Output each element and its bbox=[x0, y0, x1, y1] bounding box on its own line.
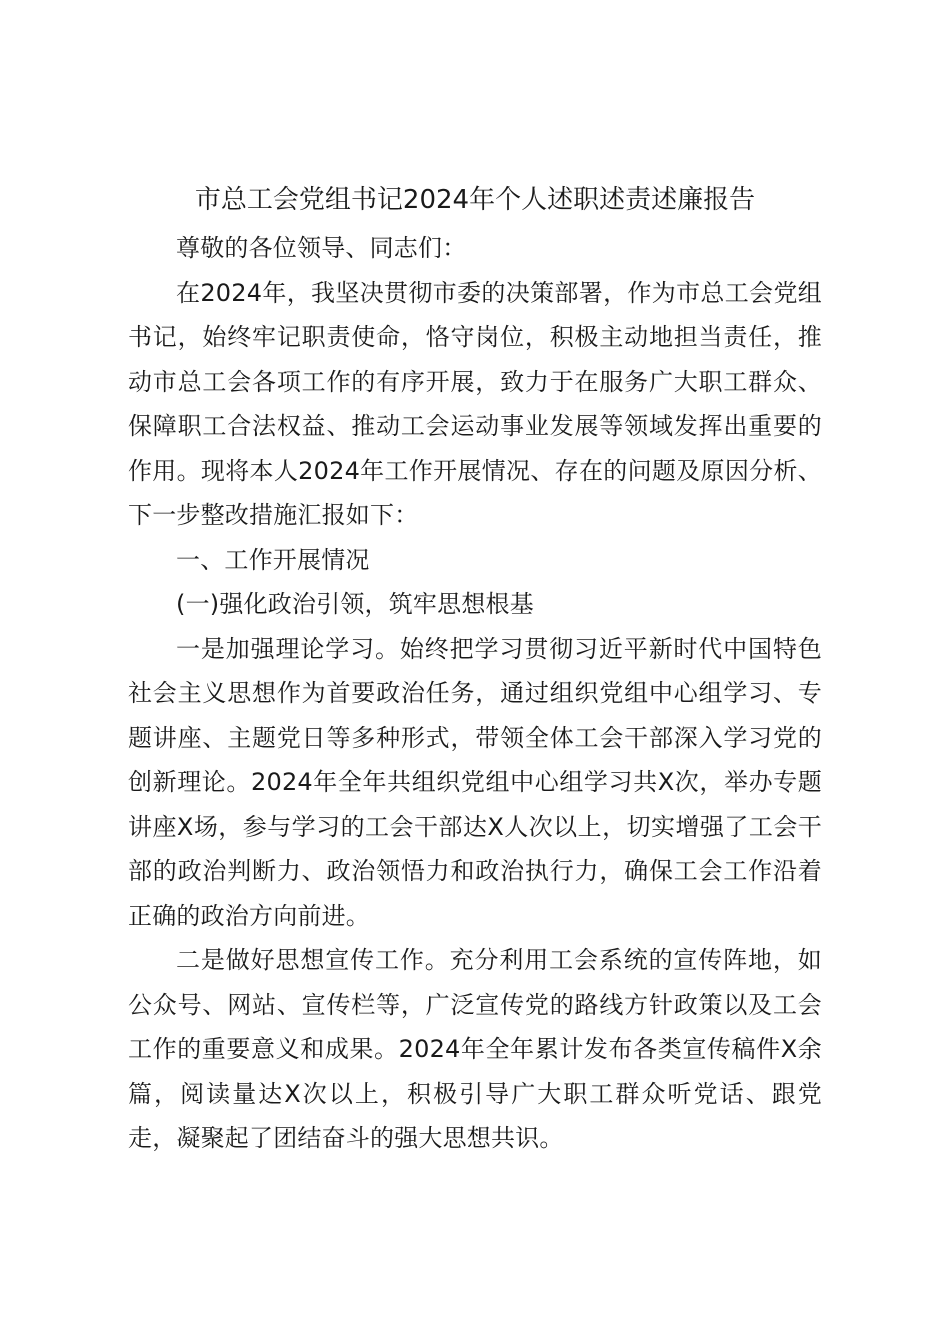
document-body bbox=[128, 226, 822, 1161]
section-heading: 一、工作开展情况 bbox=[176, 545, 370, 574]
body-paragraph-theory-study: 一是加强理论学习。始终把学习贯彻习近平新时代中国特色社会主义思想作为首要政治任务，通过组织党组中心组学习、专题讲座、主题党日等多种形式，带领全体工会干部深入学习党的创新理论。2024年全年共组织党组中心组学习共X次，举办专题讲座X场，参与学习的工会干部达X人次以上，切实增强了工会干部的政治判断力、政治领悟力和政治执行力，确保工会工作沿着正确的政治方向前进。 bbox=[128, 634, 822, 930]
subsection-heading: (一)强化政治引领，筑牢思想根基 bbox=[176, 590, 534, 618]
salutation: 尊敬的各位领导、同志们： bbox=[176, 234, 467, 262]
intro-paragraph: 在2024年，我坚决贯彻市委的决策部署，作为市总工会党组书记，始终牢记职责使命，恪守岗位，积极主动地担当责任，推动市总工会各项工作的有序开展，致力于在服务广大职工群众、保障职工合法权益、推动工会运动事业发展等领域发挥出重要的作用。现将本人2024年工作开展情况、存在的问题及原因分析、下一步整改措施汇报如下： bbox=[128, 278, 822, 529]
body-paragraph-propaganda: 二是做好思想宣传工作。充分利用工会系统的宣传阵地，如公众号、网站、宣传栏等，广泛宣传党的路线方针政策以及工会工作的重要意义和成果。2024年全年累计发布各类宣传稿件X余篇，阅读量达X次以上，积极引导广大职工群众听党话、跟党走，凝聚起了团结奋斗的强大思想共识。 bbox=[128, 946, 822, 1152]
document-title: 市总工会党组书记2024年个人述职述责述廉报告 bbox=[194, 185, 756, 215]
